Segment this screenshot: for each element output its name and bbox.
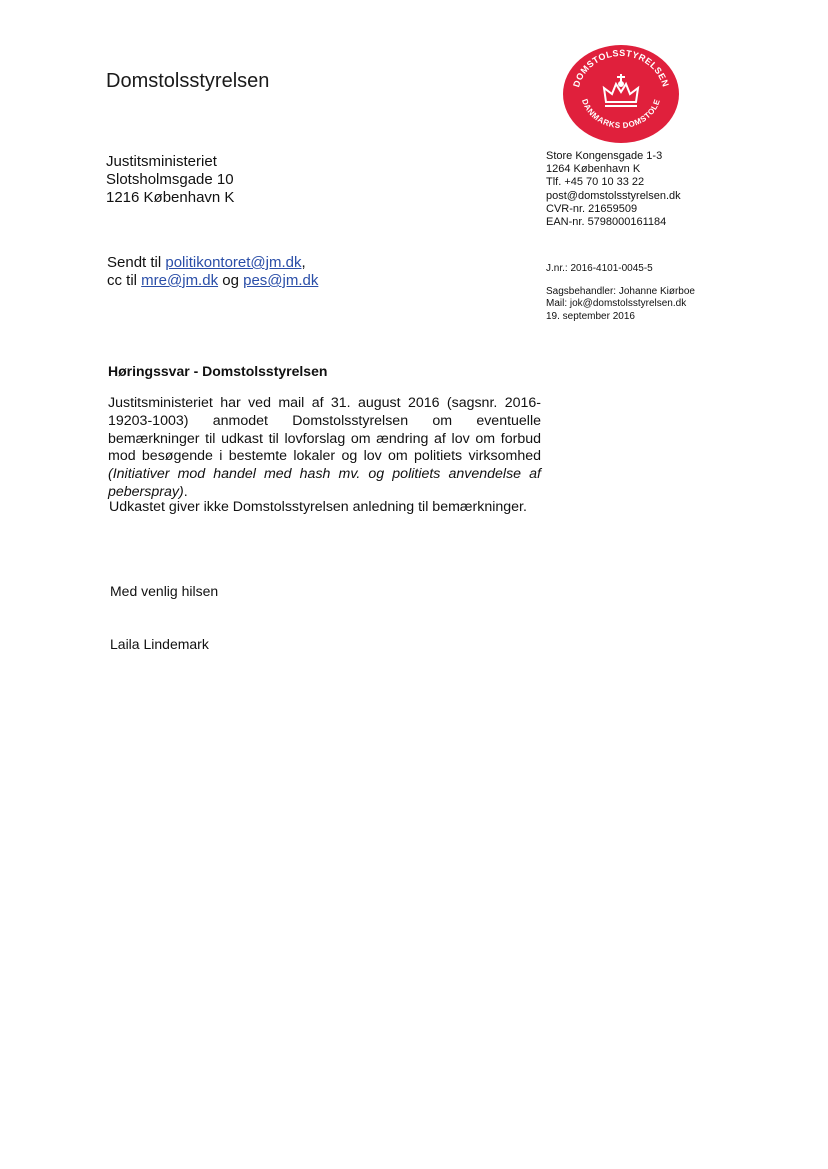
sent-to-block bbox=[107, 254, 318, 290]
email-link-pes[interactable]: pes@jm.dk bbox=[243, 272, 319, 289]
journal-number: J.nr.: 2016-4101-0045-5 bbox=[546, 263, 653, 274]
closing-greeting: Med venlig hilsen bbox=[110, 583, 219, 599]
sender-ean: EAN-nr. 5798000161184 bbox=[546, 216, 667, 229]
signature-name: Laila Lindemark bbox=[110, 636, 209, 652]
paragraph-1-italic: (Initiativer mod handel med hash mv. og politiets anvendelse af peberspray) bbox=[108, 466, 541, 500]
case-handler-mail: Mail: jok@domstolsstyrelsen.dk bbox=[546, 298, 687, 309]
cc-og: og bbox=[218, 272, 244, 289]
cc-line bbox=[107, 272, 318, 290]
sender-contact-block bbox=[546, 150, 681, 229]
recipient-line: 1216 København K bbox=[106, 189, 235, 206]
case-meta-block bbox=[546, 263, 695, 323]
sender-phone: Tlf. +45 70 10 33 22 bbox=[546, 176, 645, 189]
sent-to-prefix: Sendt til bbox=[107, 254, 166, 271]
sent-to-line bbox=[107, 254, 318, 272]
email-link-mre[interactable]: mre@jm.dk bbox=[141, 272, 219, 289]
sender-cvr: CVR-nr. 21659509 bbox=[546, 202, 638, 215]
paragraph-1-end: . bbox=[183, 483, 188, 500]
sent-to-suffix: , bbox=[301, 254, 306, 271]
paragraph-1-text: Justitsministeriet har ved mail af 31. august 2016 (sagsnr. 2016-19203-1003) anmodet Domstolsstyrelsen om eventuelle bemærkninger til udkast til lovforslag om ændring af lov om forbud mod besøgende i bestemte lokaler og lov om politiets virksomhed bbox=[108, 395, 541, 465]
logo-top-text: DOMSTOLSSTYRELSEN bbox=[571, 47, 671, 89]
letter-subject: Høringssvar - Domstolsstyrelsen bbox=[108, 363, 328, 379]
letter-date: 19. september 2016 bbox=[546, 310, 635, 322]
logo-bottom-text: DANMARKS DOMSTOLE bbox=[579, 97, 662, 131]
recipient-address bbox=[106, 153, 234, 207]
cc-prefix: cc til bbox=[107, 272, 142, 289]
sender-email: post@domstolsstyrelsen.dk bbox=[546, 189, 681, 202]
danish-courts-crown-logo bbox=[560, 40, 682, 144]
case-handler: Sagsbehandler: Johanne Kiørboe bbox=[546, 285, 695, 297]
organization-name: Domstolsstyrelsen bbox=[106, 70, 270, 92]
sender-street: Store Kongensgade 1-3 bbox=[546, 150, 663, 162]
sender-city: 1264 København K bbox=[546, 163, 641, 176]
email-link-politikontoret[interactable]: politikontoret@jm.dk bbox=[165, 254, 302, 271]
recipient-line: Justitsministeriet bbox=[106, 153, 217, 170]
recipient-line: Slotsholmsgade 10 bbox=[106, 171, 234, 188]
letter-paragraph-2: Udkastet giver ikke Domstolsstyrelsen anledning til bemærkninger. bbox=[109, 499, 527, 515]
letter-paragraph-1 bbox=[108, 395, 541, 502]
